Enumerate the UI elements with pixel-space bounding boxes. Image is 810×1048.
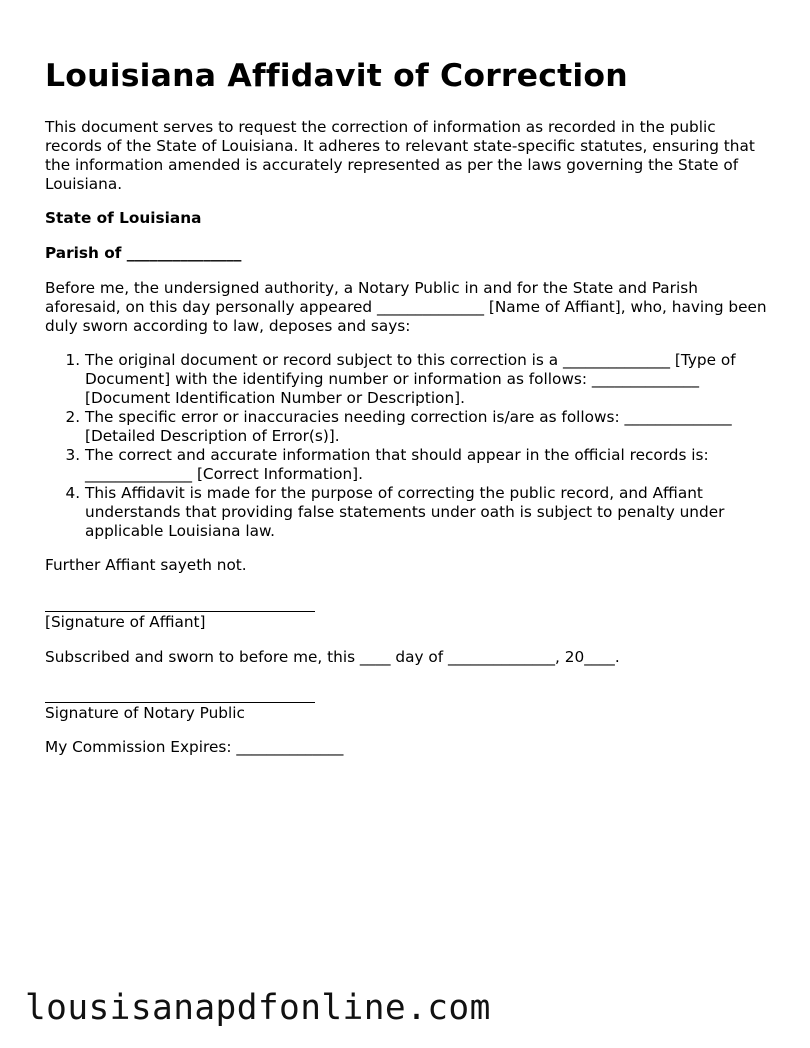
statement-list (45, 351, 770, 541)
affidavit-document (45, 56, 770, 757)
affiant-signature-label: [Signature of Affiant] (45, 613, 206, 631)
state-heading: State of Louisiana (45, 209, 202, 227)
sworn-statement: Subscribed and sworn to before me, this ____ day of ______________, 20____. (45, 648, 620, 666)
affiant-signature-line (45, 593, 315, 612)
statement-item: 4. This Affidavit is made for the purpose of correcting the public record, and Affiant understands that providing false statements under oath is subject to penalty under applicable Louisiana law. (85, 484, 770, 541)
statement-item: 1. The original document or record subject to this correction is a ______________ [Type of Document] with the identifying number or information as follows: ______________ [Document Identification Number or Description]. (85, 351, 770, 408)
notary-signature-line (45, 684, 315, 703)
commission-expires: My Commission Expires: ______________ (45, 738, 344, 756)
document-title: Louisiana Affidavit of Correction (45, 58, 628, 94)
notary-signature-label: Signature of Notary Public (45, 704, 245, 722)
before-me-paragraph: Before me, the undersigned authority, a Notary Public in and for the State and Parish aforesaid, on this day personally appeared ______________ [Name of Affiant], who, having been duly sworn according to law, deposes and says: (45, 279, 767, 335)
intro-paragraph: This document serves to request the correction of information as recorded in the public records of the State of Louisiana. It adheres to relevant state-specific statutes, ensuring that the information amended is accurately represented as per the laws governing the State of Louisiana. (45, 118, 755, 193)
site-watermark: lousisanapdfonline.com (25, 988, 491, 1028)
statement-item: 3. The correct and accurate information that should appear in the official records is: ______________ [Correct Information]. (85, 446, 770, 484)
parish-heading: Parish of _______________ (45, 244, 242, 262)
statement-item: 2. The specific error or inaccuracies needing correction is/are as follows: ______________ [Detailed Description of Error(s)]. (85, 408, 770, 446)
further-affiant-text: Further Affiant sayeth not. (45, 556, 247, 574)
